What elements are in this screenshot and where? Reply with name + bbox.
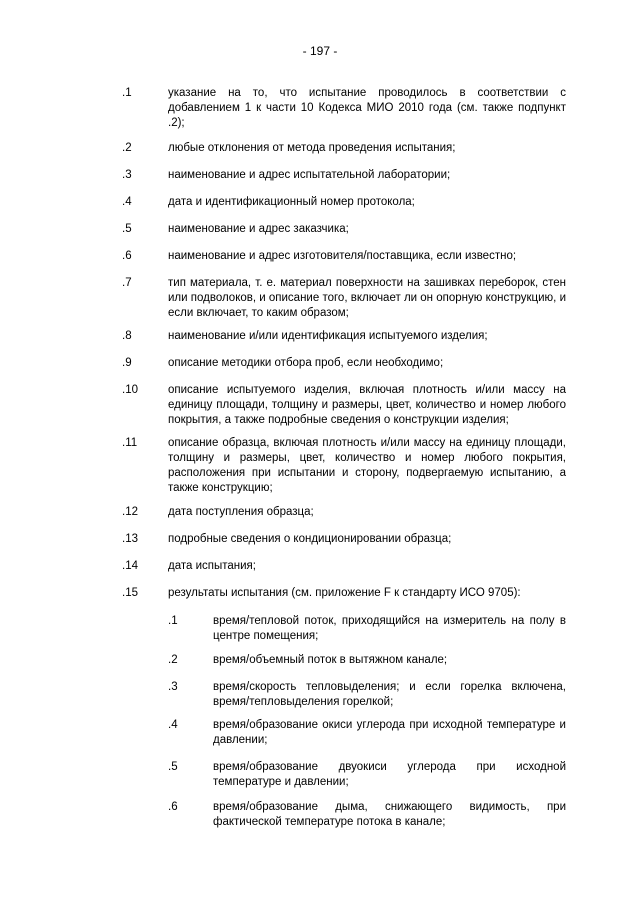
sub-list-item-text: время/скорость тепловыделения; и если горелка включена, время/тепловыделения горелкой; [213, 681, 566, 708]
sub-list-item [168, 718, 566, 748]
list-item-number: .6 [122, 250, 132, 262]
sub-list-item [168, 800, 566, 830]
list-item-text: дата и идентификационный номер протокола; [168, 196, 415, 208]
list-item [122, 586, 566, 601]
list-item-number: .5 [122, 223, 132, 235]
list-item-number: .8 [122, 330, 132, 342]
list-item [122, 383, 566, 428]
list-item-number: .7 [122, 277, 132, 289]
list-item-number: .1 [122, 87, 132, 99]
list-item-number: .2 [122, 142, 132, 154]
list-item [122, 195, 566, 210]
list-item [122, 168, 566, 183]
sub-list-item-number: .1 [168, 615, 178, 627]
sub-list-item-number: .4 [168, 719, 178, 731]
sub-list-item-text: время/образование двуокиси углерода при исходной температуре и давлении; [213, 761, 566, 788]
list-item-text: подробные сведения о кондиционировании образца; [168, 533, 452, 545]
sub-list-item [168, 653, 566, 668]
list-item-text: описание методики отбора проб, если необходимо; [168, 357, 444, 369]
list-item-text: дата испытания; [168, 560, 256, 572]
list-item [122, 86, 566, 131]
sub-list-item-text: время/образование дыма, снижающего видимость, при фактической температуре потока в канале; [213, 801, 566, 828]
sub-list-item [168, 680, 566, 710]
list-item-text: описание образца, включая плотность и/или массу на единицу площади, толщину и размеры, цвет, количество и номер любого покрытия, расположения при испытании и сторону, подвергаемую испытанию, а также конструкцию; [168, 437, 566, 494]
sub-list-item-number: .2 [168, 654, 178, 666]
list-item-text: наименование и адрес заказчика; [168, 223, 349, 235]
sub-list-item-number: .6 [168, 801, 178, 813]
list-item-number: .13 [122, 533, 138, 545]
sub-list-item-text: время/объемный поток в вытяжном канале; [213, 654, 448, 666]
list-item-text: наименование и адрес испытательной лаборатории; [168, 169, 451, 181]
sub-list-item-text: время/тепловой поток, приходящийся на измеритель на полу в центре помещения; [213, 615, 566, 642]
list-item-text: указание на то, что испытание проводилось в соответствии с добавлением 1 к части 10 Кодекса МИО 2010 года (см. также подпункт .2); [168, 87, 566, 129]
list-item-number: .12 [122, 506, 138, 518]
sub-list-item-number: .5 [168, 761, 178, 773]
list-item-text: любые отклонения от метода проведения испытания; [168, 142, 456, 154]
page-number: - 197 - [302, 44, 338, 58]
list-item [122, 249, 566, 264]
list-item [122, 532, 566, 547]
list-item [122, 559, 566, 574]
list-item-number: .10 [122, 384, 138, 396]
list-item-number: .15 [122, 587, 138, 599]
list-item-number: .9 [122, 357, 132, 369]
list-item-number: .11 [122, 437, 138, 449]
list-item-text: описание испытуемого изделия, включая плотность и/или массу на единицу площади, толщину и размеры, цвет, количество и номер любого покрытия, а также подробные сведения о конструкции изделия; [168, 384, 566, 426]
list-item [122, 436, 566, 496]
list-item-number: .3 [122, 169, 132, 181]
list-item [122, 505, 566, 520]
sub-list-item-number: .3 [168, 681, 178, 693]
list-item [122, 356, 566, 371]
list-item [122, 329, 566, 344]
list-item [122, 222, 566, 237]
list-item [122, 276, 566, 321]
sub-list-item-text: время/образование окиси углерода при исходной температуре и давлении; [213, 719, 566, 746]
list-item-text: тип материала, т. е. материал поверхности на зашивках переборок, стен или подволоков, и описание того, включает ли он опорную конструкцию, и если включает, то каким образом; [168, 277, 566, 319]
sub-list-item [168, 760, 566, 790]
list-item-text: наименование и адрес изготовителя/поставщика, если известно; [168, 250, 517, 262]
list-item-text: результаты испытания (см. приложение F к стандарту ИСО 9705): [168, 587, 521, 599]
list-item-text: дата поступления образца; [168, 506, 314, 518]
list-item-text: наименование и/или идентификация испытуемого изделия; [168, 330, 488, 342]
list-item-number: .14 [122, 560, 138, 572]
list-item [122, 141, 566, 156]
sub-list-item [168, 614, 566, 644]
list-item-number: .4 [122, 196, 132, 208]
